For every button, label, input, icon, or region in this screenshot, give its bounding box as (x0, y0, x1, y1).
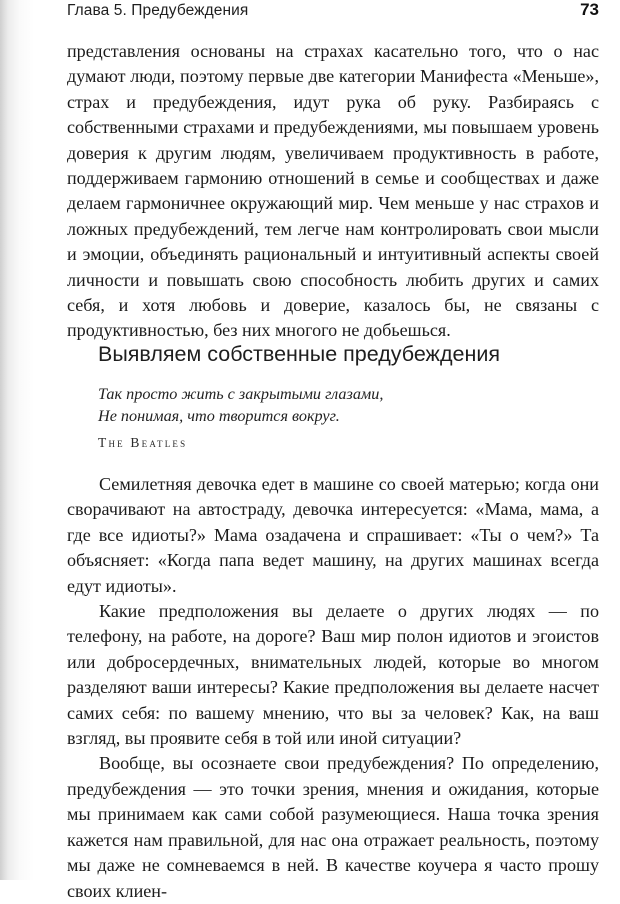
page-number: 73 (580, 0, 599, 19)
section-heading: Выявляем собственные предубеждения (98, 342, 500, 366)
body-paragraph: Вообще, вы осознаете свои предубеждения? По определению, предубеждения — это точки зрения, мнения и ожидания, которые мы принимаем как сами собой разумеющиеся. Наша точка зрения кажется нам правильной, для нас она отражает реальность, поэтому мы даже не сомневаемся в ней. В качестве коучера я часто прошу своих клиен- (67, 753, 599, 901)
body-paragraph: Семилетняя девочка едет в машине со своей матерью; когда они сворачивают на автостраду, девочка интересуется: «Мама, мама, а где все идиоты?» Мама озадачена и спрашивает: «Ты о чем?» Та объясняет: «Когда папа ведет машину, на других машинах всегда едут идиоты». (67, 474, 599, 596)
body-paragraph: Какие предположения вы делаете о других людях — по телефону, на работе, на дороге? Ваш мир полон идиотов и эгоистов или добросердечных, внимательных людей, которые во многом разделяют ваши интересы? Какие предположения вы делаете насчет самих себя: по вашему мнению, что вы за человек? Как, на ваш взгляд, вы проявите себя в той или иной ситуации? (67, 601, 599, 749)
running-head: Глава 5. Предубеждения (67, 2, 249, 19)
section-body (67, 472, 599, 904)
intro-text (67, 39, 599, 344)
epigraph-line: Не понимая, что творится вокруг. (98, 406, 340, 425)
epigraph-attribution: The Beatles (98, 435, 188, 450)
epigraph-line: Так просто жить с закрытыми глазами, (98, 385, 384, 403)
intro-paragraph: представления основаны на страхах касательно того, что о нас думают люди, поэтому первые две категории Манифеста «Меньше», страх и предубеждения, идут рука об руку. Разбираясь с собственными страхами и предубеждениями, мы повышаем уровень доверия к другим людям, увеличиваем продуктивность в работе, поддерживаем гармонию отношений в семье и сообществах и даже делаем гармоничнее окружающий мир. Чем меньше у нас страхов и ложных предубеждений, тем легче нам контролировать свои мысли и эмоции, объединять рациональный и интуитивный аспекты своей личности и повышать свою способность любить других и самих себя, и хотя любовь и доверие, казалось бы, не связаны с продуктивностью, без них многого не добьешься. (67, 41, 599, 341)
epigraph (98, 384, 383, 427)
